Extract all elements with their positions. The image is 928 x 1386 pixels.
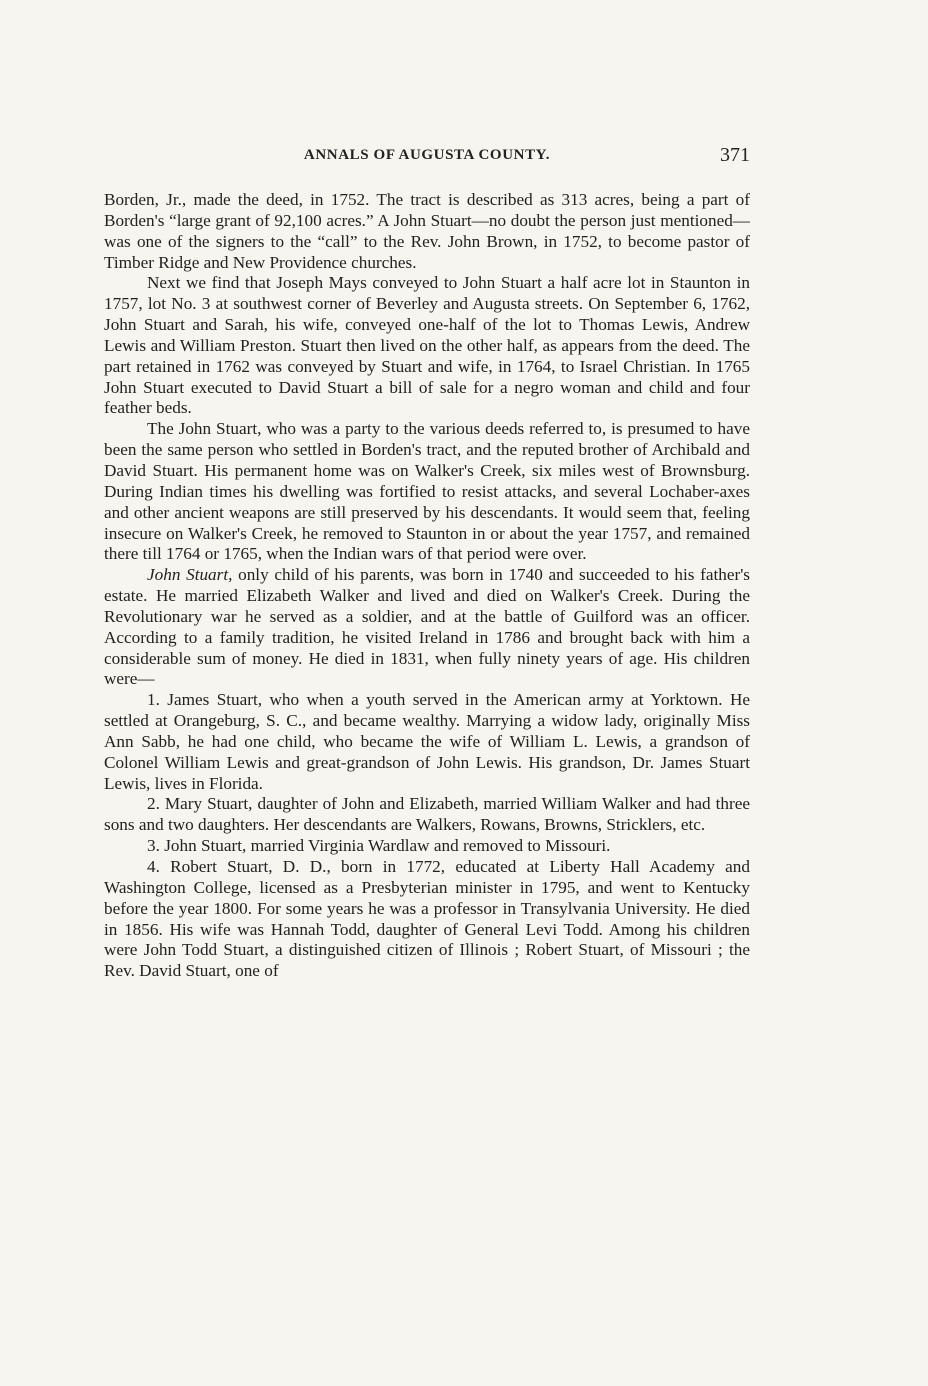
body-text (104, 190, 750, 982)
paragraph-4-text: only child of his parents, was born in 1740 and succeeded to his father's estate. He married Elizabeth Walker and lived and died on Walker's Creek. During the Revolutionary war he served as a soldier, and at the battle of Guilford was an officer. According to a family tradition, he visited Ireland in 1786 and brought back with him a considerable sum of money. He died in 1831, when fully ninety years of age. His children were— (104, 565, 750, 689)
paragraph-7: 3. John Stuart, married Virginia Wardlaw and removed to Missouri. (147, 836, 611, 856)
paragraph-5: 1. James Stuart, who when a youth served in the American army at Yorktown. He settled at Orangeburg, S. C., and became wealthy. Marrying a widow lady, originally Miss Ann Sabb, he had one child, who became the wife of William L. Lewis, a grandson of Colonel William Lewis and great-grandson of John Lewis. His grandson, Dr. James Stuart Lewis, lives in Florida. (104, 690, 750, 793)
running-title: ANNALS OF AUGUSTA COUNTY. (303, 147, 551, 163)
paragraph-1: Borden, Jr., made the deed, in 1752. The tract is described as 313 acres, being a part of Borden's “large grant of 92,100 acres.” A John Stuart—no doubt the person just mentioned—was one of the signers to the “call” to the Rev. John Brown, in 1752, to become pastor of Timber Ridge and New Providence churches. (104, 190, 750, 272)
paragraph-4 (104, 565, 750, 690)
paragraph-3: The John Stuart, who was a party to the various deeds referred to, is presumed to have been the same person who settled in Borden's tract, and the reputed brother of Archibald and David Stuart. His permanent home was on Walker's Creek, six miles west of Brownsburg. During Indian times his dwelling was fortified to resist attacks, and several Lochaber-axes and other ancient weapons are still preserved by his descendants. It would seem that, feeling insecure on Walker's Creek, he removed to Staunton in or about the year 1757, and remained there till 1764 or 1765, when the Indian wars of that period were over. (104, 419, 750, 564)
page-header (104, 144, 750, 167)
page-number: 371 (720, 144, 750, 166)
italic-lead-name: John Stuart, (147, 565, 233, 585)
paragraph-8: 4. Robert Stuart, D. D., born in 1772, educated at Liberty Hall Academy and Washington College, licensed as a Presbyterian minister in 1795, and went to Kentucky before the year 1800. For some years he was a professor in Transylvania University. He died in 1856. His wife was Hannah Todd, daughter of General Levi Todd. Among his children were John Todd Stuart, a distinguished citizen of Illinois ; Robert Stuart, of Missouri ; the Rev. David Stuart, one of (104, 857, 750, 981)
paragraph-6: 2. Mary Stuart, daughter of John and Elizabeth, married William Walker and had three sons and two daughters. Her descendants are Walkers, Rowans, Browns, Stricklers, etc. (104, 794, 750, 835)
paragraph-2: Next we find that Joseph Mays conveyed to John Stuart a half acre lot in Staunton in 1757, lot No. 3 at southwest corner of Beverley and Augusta streets. On September 6, 1762, John Stuart and Sarah, his wife, conveyed one-half of the lot to Thomas Lewis, Andrew Lewis and William Preston. Stuart then lived on the other half, as appears from the deed. The part retained in 1762 was conveyed by Stuart and wife, in 1764, to Israel Christian. In 1765 John Stuart executed to David Stuart a bill of sale for a negro woman and child and four feather beds. (104, 273, 750, 418)
